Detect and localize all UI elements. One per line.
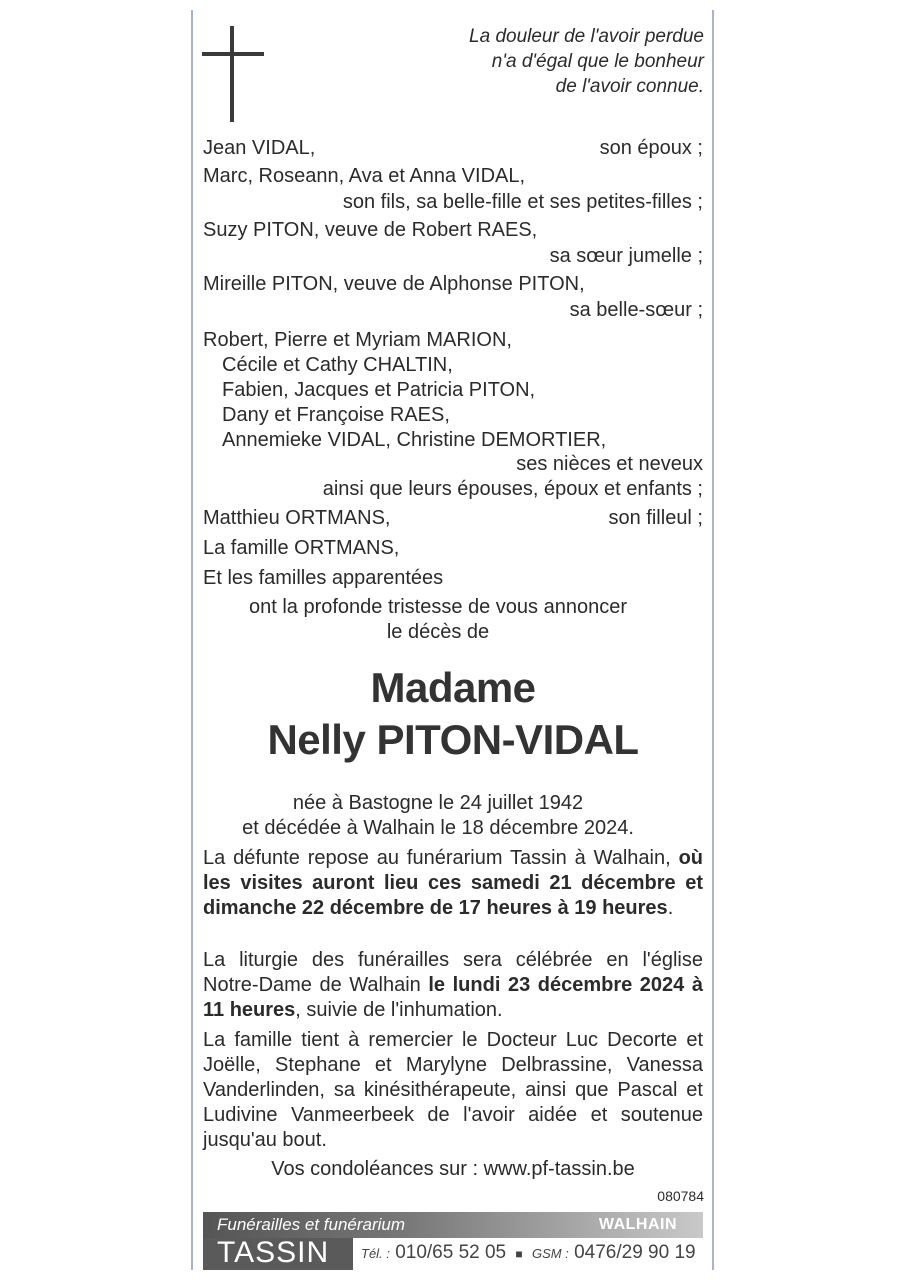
family-role-line: sa belle-sœur ; bbox=[569, 299, 703, 321]
birth-line: née à Bastogne le 24 juillet 1942 bbox=[292, 792, 584, 814]
family-line bbox=[203, 135, 703, 161]
family-role-line: sa sœur jumelle ; bbox=[549, 245, 703, 267]
deceased-title: Madame bbox=[370, 664, 536, 711]
quote-line: n'a d'égal que le bonheur bbox=[491, 51, 704, 72]
announcement-line: le décès de bbox=[386, 621, 490, 643]
family-line: Et les familles apparentées bbox=[203, 567, 444, 589]
banner-city: WALHAIN bbox=[598, 1216, 677, 1233]
separator-icon: ■ bbox=[515, 1247, 523, 1261]
visits-paragraph bbox=[203, 846, 703, 921]
family-role-line: ainsi que leurs épouses, époux et enfants ; bbox=[322, 478, 703, 500]
left-column-rule bbox=[191, 10, 193, 1270]
family-role: son filleul ; bbox=[608, 507, 703, 529]
family-role: son époux ; bbox=[599, 137, 703, 159]
family-line bbox=[203, 505, 703, 531]
family-line: Marc, Roseann, Ava et Anna VIDAL, bbox=[203, 165, 526, 187]
visits-end: . bbox=[667, 897, 674, 919]
family-name: Jean VIDAL, bbox=[203, 137, 316, 159]
announcement-line: ont la profonde tristesse de vous annoncer bbox=[248, 596, 628, 618]
visits-times: où les visites auront lieu ces samedi 21 décembre et dimanche 22 décembre de 17 heures à 19 heures bbox=[203, 847, 703, 919]
cross-icon bbox=[202, 26, 264, 122]
death-line: et décédée à Walhain le 18 décembre 2024. bbox=[242, 817, 634, 839]
banner-subtitle: Funérailles et funérarium bbox=[217, 1215, 406, 1234]
liturgy-paragraph bbox=[203, 948, 703, 1023]
liturgy-time: le lundi 23 décembre 2024 à 11 heures bbox=[203, 974, 703, 1021]
reference-number: 080784 bbox=[657, 1188, 704, 1204]
gsm-label: GSM : bbox=[531, 1246, 569, 1261]
family-line: Annemieke VIDAL, Christine DEMORTIER, bbox=[222, 429, 607, 451]
family-name: Matthieu ORTMANS, bbox=[203, 507, 391, 529]
condolences-line: Vos condoléances sur : www.pf-tassin.be bbox=[271, 1158, 635, 1180]
family-line: Suzy PITON, veuve de Robert RAES, bbox=[203, 219, 538, 241]
tel-number: 010/65 52 05 bbox=[395, 1242, 507, 1263]
visits-intro: La défunte repose au funérarium Tassin à Walhain, bbox=[203, 847, 671, 869]
funeral-home-banner bbox=[203, 1212, 703, 1270]
liturgy-end: , suivie de l'inhumation. bbox=[295, 999, 503, 1021]
deceased-name-block bbox=[203, 662, 703, 766]
family-line: Dany et Françoise RAES, bbox=[222, 404, 450, 426]
family-line: Fabien, Jacques et Patricia PITON, bbox=[222, 379, 536, 401]
family-line: Cécile et Cathy CHALTIN, bbox=[222, 354, 453, 376]
thanks-paragraph: La famille tient à remercier le Docteur Luc Decorte et Joëlle, Stephane et Marylyne Delbrassine, Vanessa Vanderlinden, sa kinésithérapeute, ainsi que Pascal et Ludivine Vanmeerbeek de l'avoir aidée et soutenue jusqu'au bout. bbox=[203, 1029, 703, 1151]
tel-label: Tél. : bbox=[361, 1246, 390, 1261]
quote-line: La douleur de l'avoir perdue bbox=[469, 26, 704, 47]
quote-line: de l'avoir connue. bbox=[555, 76, 704, 97]
banner-phones bbox=[361, 1242, 696, 1264]
family-role-line: ses nièces et neveux bbox=[516, 453, 703, 475]
family-line: La famille ORTMANS, bbox=[203, 537, 400, 559]
family-role-line: son fils, sa belle-fille et ses petites-filles ; bbox=[342, 191, 703, 213]
deceased-name: Nelly PITON-VIDAL bbox=[267, 716, 639, 763]
right-column-rule bbox=[712, 10, 714, 1270]
family-line: Mireille PITON, veuve de Alphonse PITON, bbox=[203, 273, 585, 295]
liturgy-intro: La liturgie des funérailles sera célébrée en l'église Notre-Dame de Walhain bbox=[203, 949, 703, 996]
epigraph-quote bbox=[404, 24, 704, 99]
family-line: Robert, Pierre et Myriam MARION, bbox=[203, 329, 512, 351]
banner-brand: TASSIN bbox=[217, 1236, 330, 1269]
gsm-number: 0476/29 90 19 bbox=[574, 1242, 696, 1263]
